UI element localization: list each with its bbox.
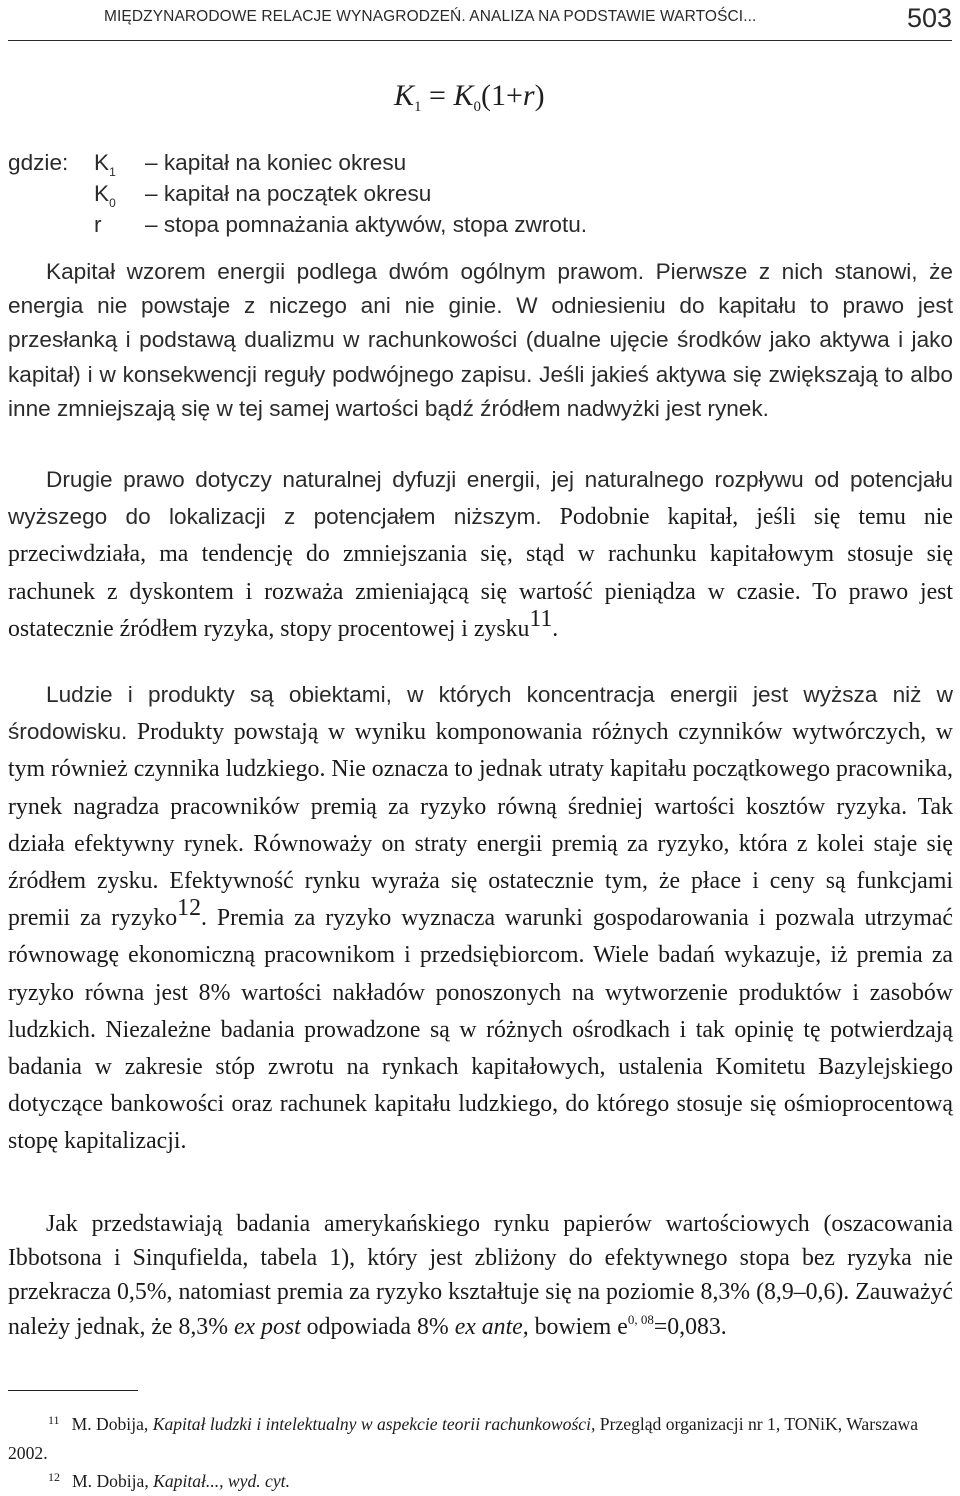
italic-ex-post: ex post — [233, 1313, 301, 1340]
legend-description: – kapitał na początek okresu — [145, 181, 432, 206]
paragraph-sans-part: Drugie prawo dotyczy naturalnej dyfuzji energii, jej naturalnego rozpływu od potencjału wyższego do lokalizacji z potencjałem niższym. — [8, 467, 953, 530]
footnote-12: $^{12}$ M. Dobija, Kapitał..., wyd. cyt. — [48, 1470, 290, 1491]
legend-symbol: $K_0$ — [94, 181, 116, 210]
footnote-divider — [8, 1390, 138, 1391]
formula-lhs-subscript: 1 — [414, 99, 422, 115]
formula-close: ) — [534, 79, 545, 112]
legend-row — [8, 178, 953, 209]
legend-row — [8, 209, 953, 240]
legend-description: – stopa pomnażania aktywów, stopa zwrotu. — [145, 212, 588, 237]
running-head: MIĘDZYNARODOWE RELACJE WYNAGRODZEŃ. ANALIZA NA PODSTAWIE WARTOŚCI... — [104, 8, 757, 25]
formula-lhs-symbol: K — [394, 79, 415, 112]
italic-ex-ante: ex ante, — [454, 1313, 529, 1340]
formula-equals: = — [429, 79, 446, 112]
capital-formula — [394, 79, 545, 116]
paragraph-energy-laws: Kapitał wzorem energii podlega dwóm ogólnym prawom. Pierwsze z nich stanowi, że energia nie powstaje z niczego ani nie ginie. W odniesieniu do kapitału to prawo jest przesłanką i podstawą dualizmu w rachunkowości (dualne ujęcie środków jako aktywa i jako kapitał) i w konsekwencji reguły podwójnego zapisu. Jeśli jakieś aktywa się zwiększają to albo inne zmniejszają się w tej samej wartości bądź źródłem nadwyżki jest rynek. — [8, 259, 953, 421]
legend-prefix: gdzie: — [8, 150, 69, 175]
legend-row — [8, 147, 953, 178]
formula-factor: (1+ — [480, 79, 523, 112]
footnote-ref-12[interactable]: 12 — [177, 895, 201, 922]
paragraph-serif-part: Produkty powstają w wyniku komponowania różnych czynników wytwórczych, w tym również czynnika ludzkiego. Nie oznacza to jednak utraty kapitału początkowego pracownika, rynek nagradza pracowników premią za ryzyko równą średniej wartości kosztów ryzyka. Tak działa efektywny rynek. Równoważy on straty energii premią za ryzyko, która z kolei staje się źródłem zysku. Efektywność rynku wyraża się ostatecznie tym, że płace i ceny są funkcjami premii za ryzyko — [8, 719, 953, 932]
legend-description: – kapitał na koniec okresu — [145, 150, 407, 175]
footnote-number: 12 — [48, 1470, 60, 1484]
footnote-title: Kapitał ludzki i intelektualny w aspekcie teorii rachunkowości, — [152, 1414, 596, 1434]
formula-rhs-symbol: K — [453, 79, 474, 112]
footnote-11: $^{11}$ M. Dobija, Kapitał ludzki i intelektualny w aspekcie teorii rachunkowości, Przegląd organizacji nr 1, TONiK, Warszawa 2002. — [8, 1413, 919, 1463]
page-header — [8, 0, 952, 41]
footnote-number: 11 — [48, 1413, 60, 1427]
formula-legend — [8, 147, 953, 240]
footnote-ref-11[interactable]: 11 — [529, 605, 553, 632]
paragraph-serif-part: Podobnie kapitał, jeśli się temu nie przeciwdziała, ma tendencję do zmniejszania się, stąd w rachunku kapitałowym stosuje się rachunek z dyskontem i rozważa zmieniającą się wartość pieniądza w czasie. To prawo jest ostatecznie źródłem ryzyka, stopy procentowej i zysku — [8, 504, 953, 642]
paragraph-american-market: Jak przedstawiają badania amerykańskiego rynku papierów wartościowych (oszacowania Ibbotsona i Sinqufielda, tabela 1), który jest zbliżony do efektywnego stopa bez ryzyka nie przekracza 0,5%, natomiast premia za ryzyko kształtuje się na poziomie 8,3% (8,9–0,6). Zauważyć należy jednak, że 8,3% ex post odpowiada 8% ex ante, bowiem $e^{0, 08}=0,083$. — [8, 1211, 953, 1340]
exponent: 0, 08 — [627, 1311, 654, 1327]
footnote-title: Kapitał..., wyd. cyt. — [153, 1471, 290, 1491]
paragraph-serif-part: . Premia za ryzyko wyznacza warunki gospodarowania i pozwala utrzymać równowagę ekonomiczną pracownikom i przedsiębiorcom. Wiele badań wykazuje, iż premia za ryzyko równa jest 8% wartości nakładów ponoszonych na wytworzenie produktów i zasobów ludzkich. Niezależne badania prowadzone są w różnych ośrodkach i tak opinię tę potwierdzają badania w zakresie stóp zwrotu na rynkach kapitałowych, ustalenia Komitetu Bazylejskiego dotyczące bankowości oraz rachunek kapitału ludzkiego, do którego stosuje się ośmioprocentową stopę kapitalizacji. — [8, 905, 953, 1155]
formula-rhs-subscript: 0 — [473, 99, 481, 115]
formula-variable: r — [522, 79, 535, 112]
page-number: 503 — [906, 3, 952, 33]
paragraph-risk-premium — [8, 678, 953, 1162]
paragraph-sans-part: Ludzie i produkty są obiektami, w których koncentracja energii jest wyższa niż w środowisku. — [8, 682, 953, 745]
paragraph-second-law: Drugie prawo dotyczy naturalnej dyfuzji energii, jej naturalnego rozpływu od potencjału wyższego do lokalizacji z potencjałem niższym. Podobnie kapitał, jeśli się temu nie przeciwdziała, ma tendencję do zmniejszania się, stąd w rachunku kapitałowym stosuje się rachunek z dyskontem i rozważa zmieniającą się wartość pieniądza w czasie. To prawo jest ostatecznie źródłem ryzyka, stopy procentowej i zysku$^{11}$. — [8, 467, 953, 642]
legend-symbol: $K_1$ — [94, 150, 116, 179]
legend-symbol: r — [94, 212, 102, 237]
